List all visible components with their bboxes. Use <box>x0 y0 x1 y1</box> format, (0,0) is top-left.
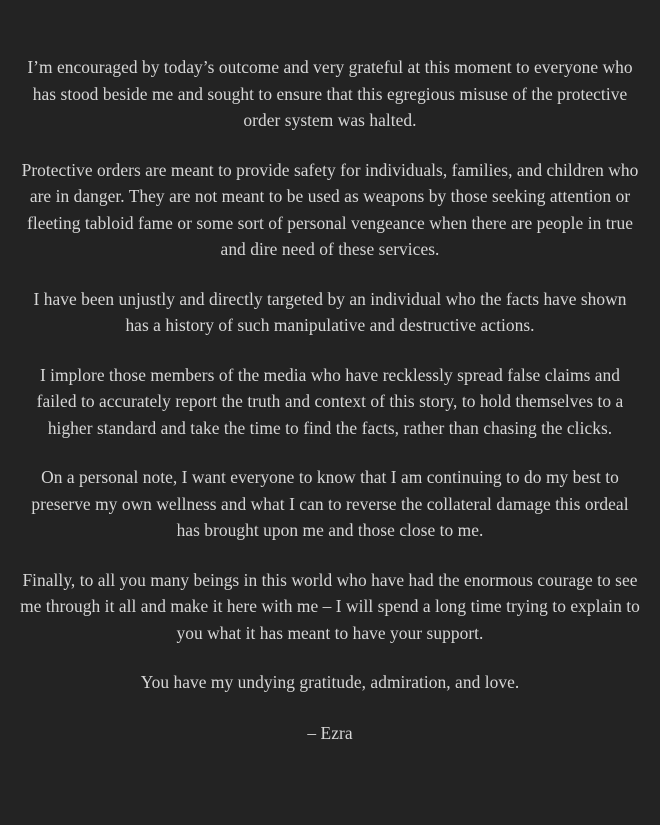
paragraph-media: I implore those members of the media who have recklessly spread false claims and failed to accurately report the truth and context of this story, to hold themselves to a higher standard and take the time to find the facts, rather than chasing the clicks. <box>36 364 624 438</box>
paragraph-protective-orders: Protective orders are meant to provide safety for individuals, families, and children who are in danger. They are not meant to be used as weapons by those seeking attention or fleeting tabloid fame or some sort of personal vengeance when there are people in true and dire need of these services. <box>21 159 639 259</box>
closing-line: You have my undying gratitude, admiration, and love. <box>140 672 520 692</box>
paragraph-finally: Finally, to all you many beings in this world who have had the enormous courage to see me through it all and make it here with me – I will spend a long time trying to explain to you what it has meant to have your support. <box>20 569 640 643</box>
statement-body <box>20 54 640 746</box>
paragraph-gratitude: I’m encouraged by today’s outcome and very grateful at this moment to everyone who has stood beside me and sought to ensure that this egregious misuse of the protective order system was halted. <box>27 57 633 130</box>
paragraph-personal-note: On a personal note, I want everyone to know that I am continuing to do my best to preserve my own wellness and what I can to reverse the collateral damage this ordeal has brought upon me and those close to me. <box>31 467 629 540</box>
paragraph-targeted: I have been unjustly and directly targeted by an individual who the facts have shown has a history of such manipulative and destructive actions. <box>33 288 627 335</box>
signature: – Ezra <box>307 722 353 743</box>
